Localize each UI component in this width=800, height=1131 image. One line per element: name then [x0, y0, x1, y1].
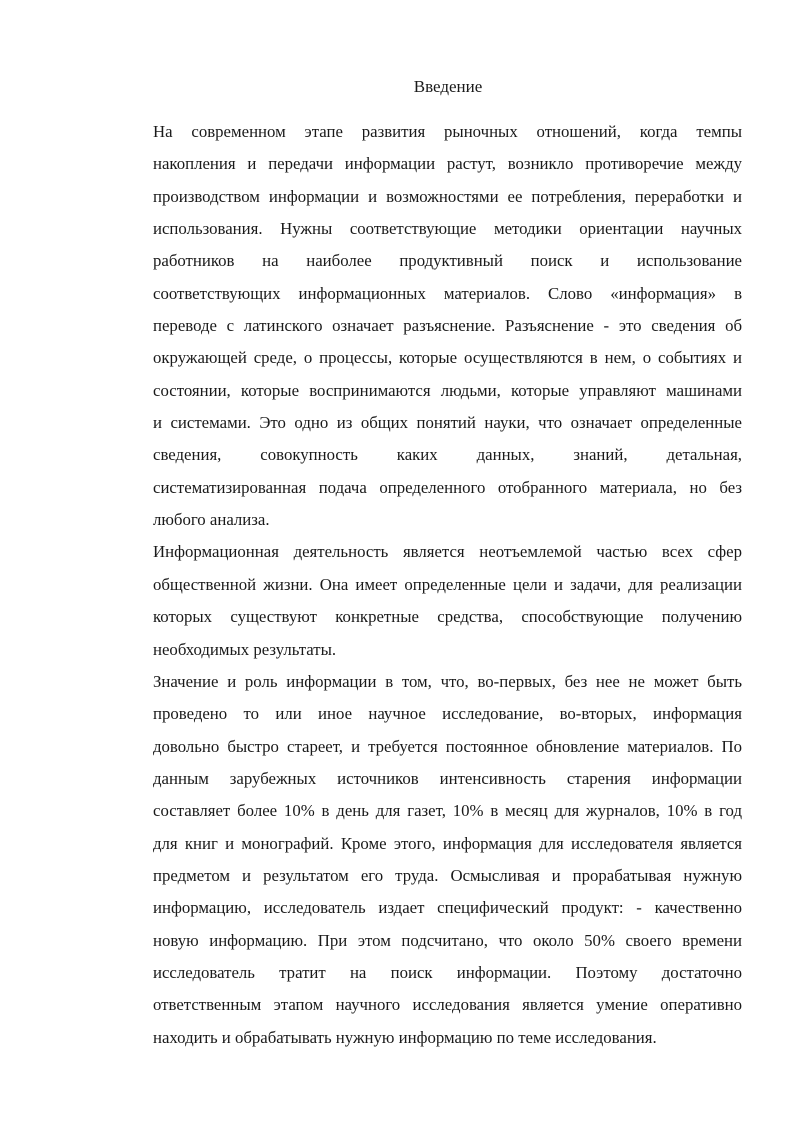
- text-line: которых существуют конкретные средства, способствующие получению: [153, 607, 742, 627]
- document-title: Введение: [413, 77, 483, 96]
- document-body: [115, 116, 742, 1054]
- text-line: Значение и роль информации в том, что, во-первых, без нее не может быть: [153, 671, 742, 691]
- paragraph: [115, 536, 742, 665]
- text-line: окружающей среде, о процессы, которые осуществляются в нем, о событиях и: [153, 348, 742, 368]
- text-line: производством информации и возможностями ее потребления, переработки и: [153, 186, 742, 206]
- paragraph: [115, 666, 742, 1054]
- text-line: работников на наиболее продуктивный поиск и использование: [153, 251, 742, 271]
- text-line: находить и обрабатывать нужную информацию по теме исследования.: [153, 1027, 657, 1047]
- text-line: состоянии, которые воспринимаются людьми, которые управляют машинами: [153, 380, 742, 400]
- text-line: ответственным этапом научного исследования является умение оперативно: [153, 995, 742, 1015]
- text-line: новую информацию. При этом подсчитано, что около 50% своего времени: [153, 930, 742, 950]
- text-line: необходимых результаты.: [153, 639, 337, 659]
- text-line: На современном этапе развития рыночных отношений, когда темпы: [153, 122, 742, 141]
- text-line: проведено то или иное научное исследование, во-вторых, информация: [153, 704, 742, 724]
- text-line: любого анализа.: [153, 510, 270, 530]
- text-line: составляет более 10% в день для газет, 10% в месяц для журналов, 10% в год: [153, 801, 742, 821]
- text-line: соответствующих информационных материалов. Слово «информация» в: [153, 283, 742, 303]
- text-line: для книг и монографий. Кроме этого, информация для исследователя является: [153, 833, 742, 853]
- text-line: использования. Нужны соответствующие методики ориентации научных: [153, 219, 742, 239]
- text-line: переводе с латинского означает разъяснение. Разъяснение - это сведения об: [153, 316, 742, 336]
- text-line: сведения, совокупность каких данных, знаний, детальная,: [153, 445, 742, 465]
- paragraph: [115, 116, 742, 536]
- text-line: информацию, исследователь издает специфический продукт: - качественно: [153, 898, 742, 918]
- text-line: систематизированная подача определенного отобранного материала, но без: [153, 477, 742, 497]
- text-line: и системами. Это одно из общих понятий науки, что означает определенные: [153, 413, 742, 433]
- text-line: общественной жизни. Она имеет определенные цели и задачи, для реализации: [153, 574, 742, 594]
- text-line: предметом и результатом его труда. Осмысливая и прорабатывая нужную: [153, 865, 742, 885]
- text-line: накопления и передачи информации растут, возникло противоречие между: [153, 154, 742, 174]
- text-line: данным зарубежных источников интенсивность старения информации: [153, 768, 742, 788]
- text-line: Информационная деятельность является неотъемлемой частью всех сфер: [153, 542, 742, 562]
- text-line: исследователь тратит на поиск информации. Поэтому достаточно: [153, 962, 742, 982]
- text-line: довольно быстро стареет, и требуется постоянное обновление материалов. По: [153, 736, 742, 756]
